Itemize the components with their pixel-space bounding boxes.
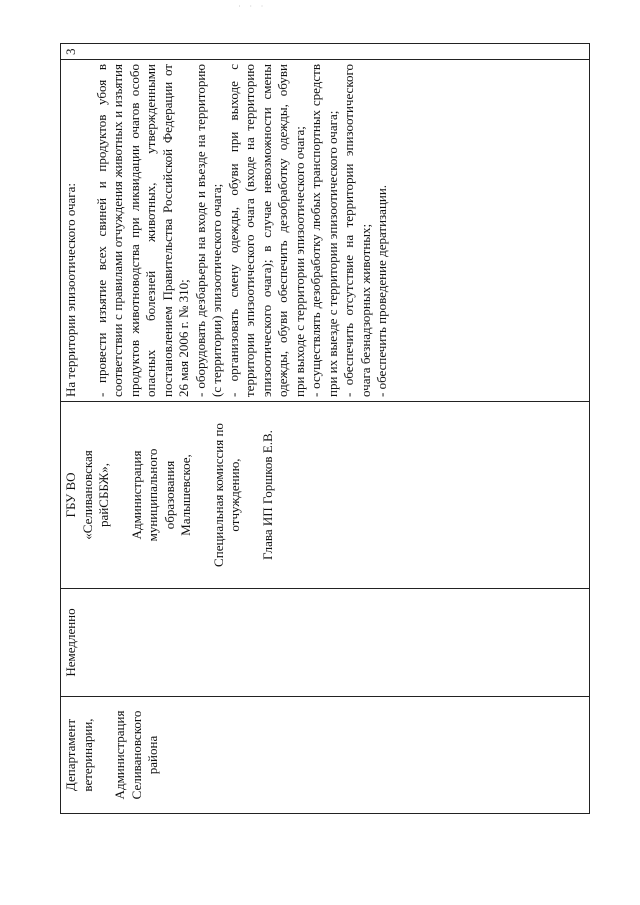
executor-line: образования <box>161 460 177 530</box>
spacer <box>195 406 211 584</box>
row-number-cell <box>61 44 590 60</box>
activity-cell <box>61 60 590 402</box>
spacer <box>244 406 260 584</box>
responsible-line: Селивановского <box>128 710 144 800</box>
responsible-line: района <box>145 735 160 775</box>
activity-title: На территории эпизоотического очага: <box>63 182 78 397</box>
spacer <box>113 406 129 584</box>
deadline-cell <box>61 589 590 697</box>
executors-cell <box>61 402 590 589</box>
executor-line: ГБУ ВО <box>63 472 78 518</box>
responsible-cell <box>61 697 590 814</box>
activity-item: - оборудовать дезбарьеры на входе и въезде на территорию (с территории) эпизоотического очага; <box>192 64 224 397</box>
executor-line: Специальная комиссия по <box>210 423 226 567</box>
table-row <box>61 44 590 814</box>
executor-line: Малышевское, <box>178 454 193 536</box>
executor-line: Глава ИП Горшков Е.В. <box>259 430 275 560</box>
activity-item: - организовать смену одежды, обуви при выходе с территории эпизоотического очага (входе на территорию эпизоотического очага); в случае невозможности смены одежды, обуви обеспечить дезобработку одежды, обуви при выходе с территории эпизоотического очага; <box>225 64 307 397</box>
activity-item: - осуществлять дезобработку любых транспортных средств при их выезде с территории эпизоотического очага; <box>308 64 340 397</box>
responsible-line: Департамент <box>63 718 78 792</box>
executor-line: Администрация <box>128 450 144 540</box>
activity-item: - обеспечить проведение дератизации. <box>374 184 389 397</box>
page-mark: ˙ ˙ ˙ <box>238 4 267 14</box>
rotated-table-container <box>60 44 590 814</box>
deadline-text: Немедленно <box>63 608 78 677</box>
spacer <box>96 701 112 809</box>
responsible-line: ветеринарии, <box>79 718 95 792</box>
plan-table <box>60 43 590 814</box>
activity-item: - провести изъятие всех свиней и продуктов убоя в соответствии с правилами отчуждения животных и изъятия продуктов животноводства при ликвидации очагов особо опасных болезней животных, утвержденными постановлением Правительства Российской Федерации от 26 мая 2006 г. № 310; <box>93 64 191 397</box>
executor-line: муниципального <box>145 448 160 542</box>
activity-item: - обеспечить отсутствие на территории эпизоотического очага безнадзорных животных; <box>341 64 373 397</box>
row-number: 3 <box>63 48 78 55</box>
executor-line: райСББЖ», <box>96 463 111 527</box>
responsible-line: Администрация <box>112 710 127 800</box>
executor-line: «Селивановская <box>79 450 95 540</box>
executor-line: отчуждению, <box>227 458 242 532</box>
